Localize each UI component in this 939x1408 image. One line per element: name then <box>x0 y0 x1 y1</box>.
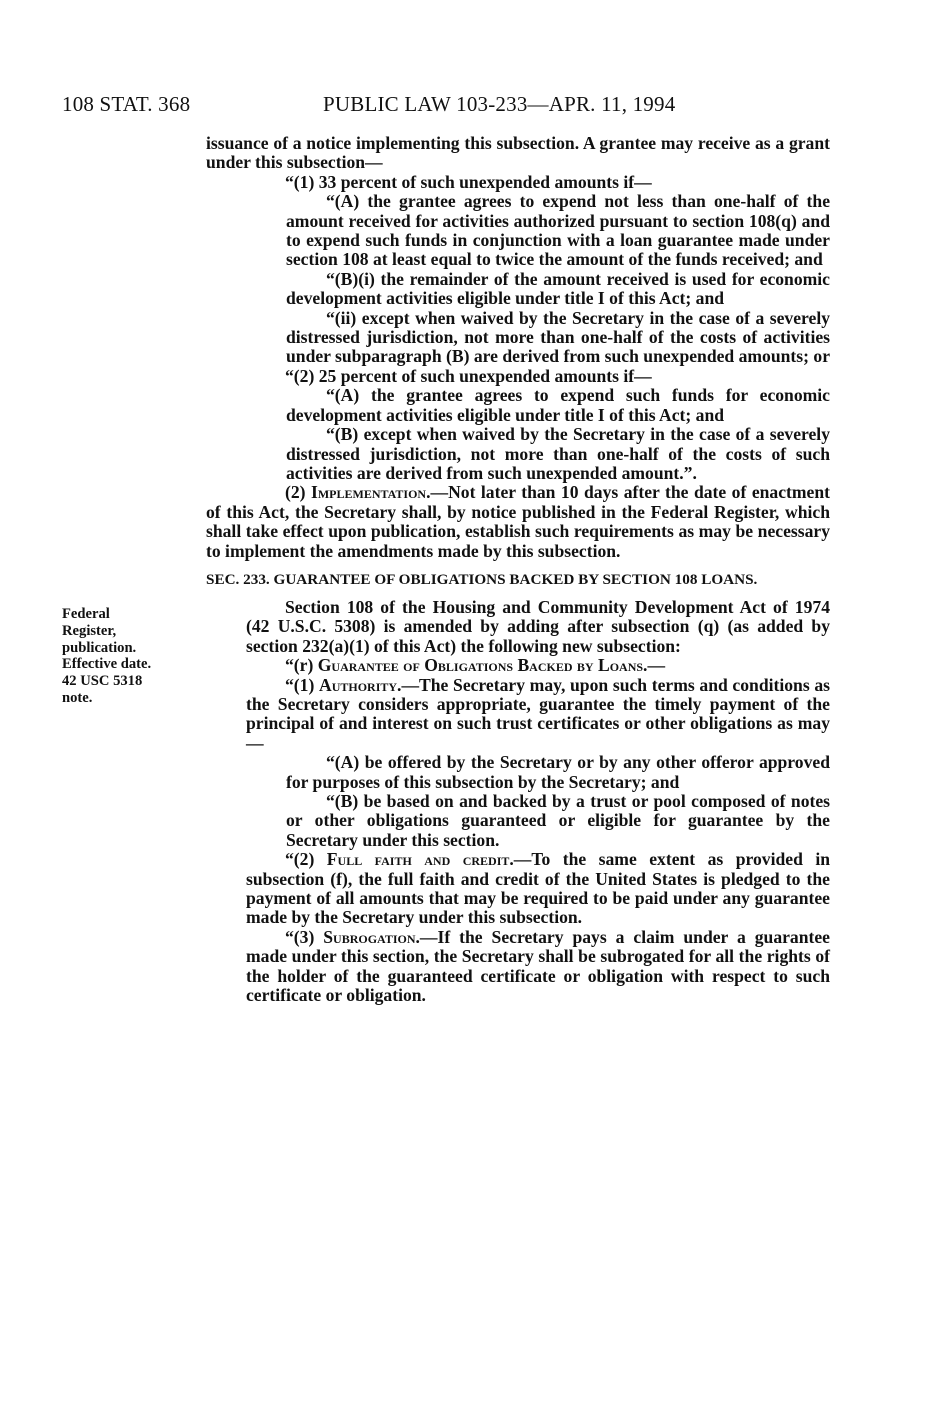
full-faith-heading: Full faith and credit. <box>326 849 514 870</box>
subrogation-paragraph <box>206 928 830 1006</box>
authority-subparagraph-a: “(A) be offered by the Secretary or by any other offeror approved for purposes of this subsection by the Secretary; and <box>286 752 830 792</box>
clause-ii: “(ii) except when waived by the Secretary in the case of a severely distressed jurisdiction, not more than one-half of the costs of activities under subparagraph (B) are derived from such unexpended amounts; or <box>286 307 830 367</box>
subsection-r-prefix: “(r) <box>285 655 318 676</box>
section-heading: SEC. 233. GUARANTEE OF OBLIGATIONS BACKED BY SECTION 108 LOANS. <box>206 570 758 588</box>
full-faith-text: —To the same extent as provided in subsection (f), the full faith and credit of the United States is pledged to the payment of all amounts that may be required to be paid under any guarantee made by the Secretary under this subsection. <box>246 849 830 928</box>
authority-subparagraph-b: “(B) be based on and backed by a trust or pool composed of notes or other obligations guaranteed or eligible for guarantee by the Secretary under this section. <box>286 791 830 850</box>
subrogation-text: —If the Secretary pays a claim under a guarantee made under this section, the Secretary shall be subrogated for all the rights of the holder of the guaranteed certificate or obligation with respect to such certificate or obligation. <box>246 926 830 1006</box>
full-faith-prefix: “(2) <box>285 849 327 870</box>
statute-body <box>206 134 830 1005</box>
subrogation-heading: Subrogation. <box>323 926 420 947</box>
full-faith-paragraph <box>206 850 830 928</box>
subparagraph-b-i: “(B)(i) the remainder of the amount received is used for economic development activities eligible under title I of this Act; and <box>286 268 830 309</box>
subparagraph-a-2: “(A) the grantee agrees to expend such funds for economic development activities eligible under title I of this Act; and <box>286 385 830 425</box>
margin-note-line: Register, <box>62 622 117 639</box>
authority-prefix: “(1) <box>285 674 319 695</box>
paragraph-1-33-percent: “(1) 33 percent of such unexpended amounts if— <box>285 171 652 192</box>
subparagraph-a: “(A) the grantee agrees to expend not less than one-half of the amount received for activities authorized pursuant to section 108(q) and to expend such funds in conjunction with a loan guarantee made under section 108 at least equal to twice the amount of the funds received; and <box>286 191 830 270</box>
subsection-r-title: Guarantee of Obligations Backed by Loans. <box>317 655 648 676</box>
subsection-r-suffix: — <box>647 655 666 676</box>
implementation-heading: (2) Implementation. <box>285 482 431 503</box>
page-reference: 108 STAT. 368 <box>62 92 191 116</box>
margin-note <box>62 606 202 707</box>
implementation-text: —Not later than 10 days after the date of enactment of this Act, the Secretary shall, by notice published in the Federal Register, which shall take effect upon publication, establish such requirements as may be necessary to implement the amendments made by this subsection. <box>206 482 830 561</box>
authority-text: —The Secretary may, upon such terms and conditions as the Secretary considers appropriate, guarantee the timely payment of the principal of and interest on such trust certificates or other obligations as may— <box>246 674 830 753</box>
margin-note-line: publication. <box>62 639 137 656</box>
implementation-paragraph <box>206 483 830 561</box>
section-233-intro: Section 108 of the Housing and Community Development Act of 1974 (42 U.S.C. 5308) is amended by adding after subsection (q) (as added by section 232(a)(1) of this Act) the following new subsection: <box>246 596 830 656</box>
law-title: PUBLIC LAW 103-233—APR. 11, 1994 <box>323 92 676 116</box>
margin-note-line: 42 USC 5318 <box>62 673 143 690</box>
margin-note-line: Effective date. <box>62 656 152 673</box>
paragraph-continuation: issuance of a notice implementing this subsection. A grantee may receive as a grant under this subsection— <box>206 133 830 173</box>
subsection-r-heading <box>206 656 830 675</box>
subrogation-prefix: “(3) <box>285 926 324 947</box>
authority-paragraph <box>206 676 830 754</box>
margin-note-line: note. <box>62 689 93 706</box>
subparagraph-b-2: “(B) except when waived by the Secretary in the case of a severely distressed jurisdiction, not more than one-half of the costs of such activities are derived from such unexpended amount.”. <box>286 424 830 483</box>
authority-heading: Authority. <box>318 674 402 695</box>
margin-note-line: Federal <box>62 606 110 622</box>
paragraph-2-25-percent: “(2) 25 percent of such unexpended amounts if— <box>285 365 652 386</box>
